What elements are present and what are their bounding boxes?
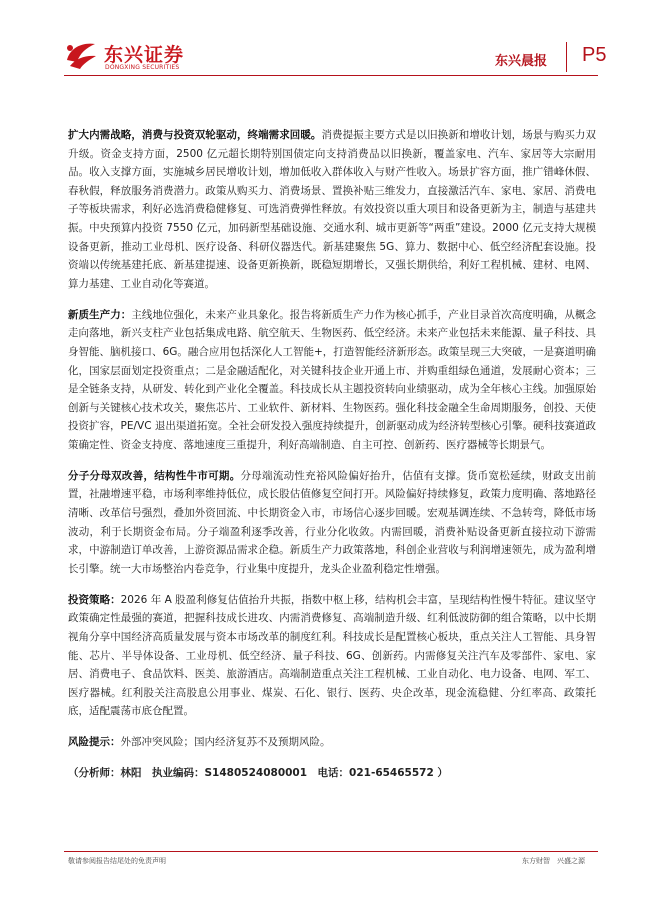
paragraph-lead: 分子分母双改善，结构性牛市可期。 xyxy=(68,469,241,482)
report-body xyxy=(68,126,596,782)
page-header xyxy=(0,0,662,80)
dongxing-logo-icon xyxy=(64,40,98,70)
paragraph-text: 外部冲突风险；国内经济复苏不及预期风险。 xyxy=(120,736,331,749)
page-number: P5 xyxy=(582,44,607,66)
paragraph-market-outlook xyxy=(68,467,596,579)
paragraph-lead: 新质生产力： xyxy=(68,308,132,321)
logo-text-en: DONGXING SECURITIES xyxy=(105,64,180,71)
report-name: 东兴晨报 xyxy=(495,54,548,69)
paragraph-text: 主线地位强化，未来产业具象化。报告将新质生产力作为核心抓手，产业目录首次高度明确，从概念走向落地，新兴支柱产业包括集成电路、航空航天、生物医药、低空经济。未来产业包括未来能源、量子科技、具身智能、脑机接口、6G。融合应用包括深化人工智能+，打造智能经济新形态。政策呈现三大突破，一是赛道明确化，国家层面划定投资重点；二是金融适配化，对关键科技企业开通上市、并购重组绿色通道，发展耐心资本；三是全链条支持，从研发、转化到产业化全覆盖。科技成长从主题投资转向业绩驱动，成为全年核心主线。加强原始创新与关键核心技术攻关，聚焦芯片、工业软件、新材料、生物医药。强化科技金融全生命周期服务，创投、天使投资扩容，PE/VC 退出渠道拓宽。全社会研发投入强度持续提升，创新驱动成为经济转型核心引擎。硬科技赛道政策确定性、资金支持度、落地速度三重提升，利好高端制造、自主可控、创新药、医疗器械等长期景气。 xyxy=(68,308,597,451)
paragraph-text: 消费提振主要方式是以旧换新和增收计划，场景与购买力双升级。资金支持方面，2500 亿元超长期特别国债定向支持消费品以旧换新，覆盖家电、汽车、家居等大宗耐用品。收入支撑方面，实施城乡居民增收计划，增加低收入群体收入与财产性收入。场景扩容方面，推广错峰休假、春秋假，释放服务消费潜力。政策从购买力、消费场景、置换补贴三维发力，直接激活汽车、家电、家居、消费电子等板块需求，利好必选消费稳健修复、可选消费弹性释放。有效投资以重大项目和设备更新为主，制造与基建共振。中央预算内投资 7550 亿元，加码新型基础设施、交通水利、城市更新等“两重”建设。2000 亿元支持大规模设备更新，推动工业母机、医疗设备、科研仪器迭代。新基建聚焦 5G、算力、数据中心、低空经济配套设施。投资端以传统基建托底、新基建提速、设备更新换新，既稳短期增长，又强长期供给，利好工程机械、建材、电网、算力基建、工业自动化等赛道。 xyxy=(68,129,596,290)
footer-slogan: 东方财智 兴盛之源 xyxy=(522,857,585,865)
header-rule xyxy=(64,75,598,76)
paragraph-investment-strategy xyxy=(68,591,596,721)
paragraph-lead: 投资策略： xyxy=(68,593,121,606)
paragraph-domestic-demand xyxy=(68,126,596,293)
paragraph-risk-warning xyxy=(68,733,596,752)
header-separator xyxy=(566,42,567,72)
footer-rule xyxy=(64,851,598,852)
analyst-info: （分析师：林阳 执业编码：S1480524080001 电话：021-65465572 ） xyxy=(68,766,448,779)
paragraph-text: 分母端流动性充裕风险偏好抬升，估值有支撑。货币宽松延续，财政支出前置，社融增速平稳，市场利率维持低位，成长股估值修复空间打开。风险偏好持续修复，政策力度明确、落地路径清晰、改革信号强烈，叠加外资回流、中长期资金入市，市场信心逐步回暖。宏观基调连续、不急转弯，降低市场波动，利于长期资金布局。分子端盈利逐季改善，行业分化收敛。内需回暖，消费补贴设备更新直接拉动下游需求，中游制造订单改善，上游资源品需求企稳。新质生产力政策落地，科创企业营收与利润增速领先，成为盈利增长引擎。统一大市场整治内卷竞争，行业集中度提升，龙头企业盈利稳定性增强。 xyxy=(68,469,596,575)
paragraph-text: 2026 年 A 股盈利修复估值抬升共振，指数中枢上移，结构机会丰富，呈现结构性慢牛特征。建议坚守政策确定性最强的赛道，把握科技成长进攻、内需消费修复、高端制造升级、红利低波防御的组合策略，以中长期视角分享中国经济高质量发展与资本市场改革的制度红利。科技成长是配置核心板块，重点关注人工智能、具身智能、芯片、半导体设备、工业母机、低空经济、量子科技、6G、创新药。内需修复关注汽车及零部件、家电、家居、消费电子、食品饮料、医美、旅游酒店。高端制造重点关注工程机械、工业自动化、电力设备、电网、军工、医疗器械。红利股关注高股息公用事业、煤炭、石化、银行、医药、央企改革，现金流稳健、分红率高、政策托底，适配震荡市底仓配置。 xyxy=(68,593,597,718)
paragraph-lead: 风险提示： xyxy=(68,736,121,749)
paragraph-lead: 扩大内需战略，消费与投资双轮驱动，终端需求回暖。 xyxy=(68,129,322,141)
footer-disclaimer: 敬请参阅报告结尾处的免责声明 xyxy=(68,857,166,865)
company-logo xyxy=(64,40,214,74)
paragraph-new-productivity xyxy=(68,306,596,455)
logo-text-cn: 东兴证券 xyxy=(104,44,185,66)
